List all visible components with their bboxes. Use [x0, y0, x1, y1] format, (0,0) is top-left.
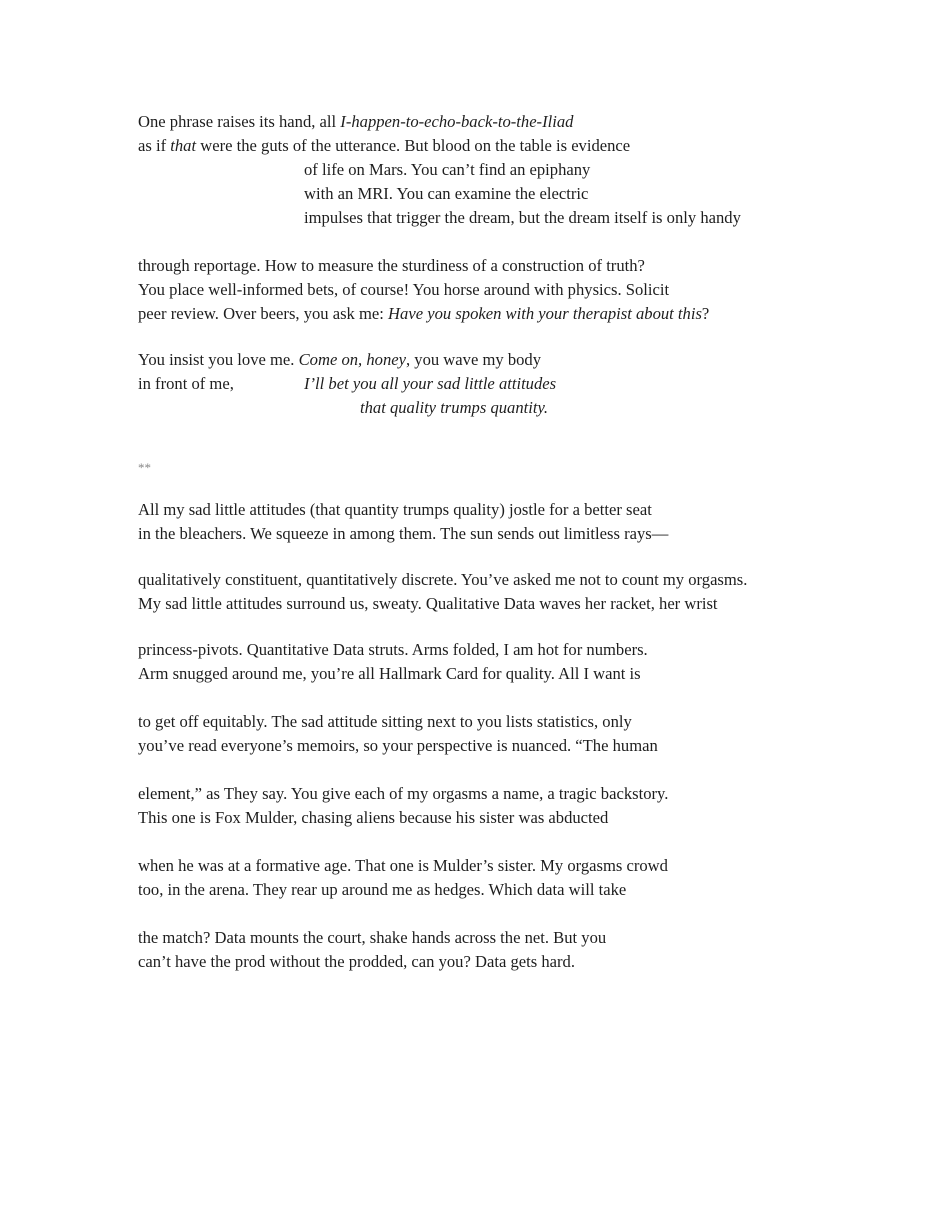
- text-segment: to get off equitably. The sad attitude sitting next to you lists statistics, only: [138, 712, 632, 731]
- text-segment: of life on Mars. You can’t find an epiphany: [304, 160, 591, 179]
- text-segment: through reportage. How to measure the sturdiness of a construction of truth?: [138, 256, 645, 275]
- poem-line: [138, 638, 648, 662]
- poem-line: [138, 782, 668, 806]
- poem-line: [138, 372, 234, 396]
- text-segment: Arm snugged around me, you’re all Hallmark Card for quality. All I want is: [138, 664, 641, 683]
- poem-line: [138, 734, 658, 758]
- poem-line: [138, 348, 541, 372]
- text-segment: element,” as They say. You give each of my orgasms a name, a tragic backstory.: [138, 784, 669, 803]
- poem-line: [138, 806, 608, 830]
- text-segment: too, in the arena. They rear up around me as hedges. Which data will take: [138, 880, 627, 899]
- text-segment: were the guts of the utterance. But blood on the table is evidence: [196, 136, 631, 155]
- poem-line: [138, 950, 575, 974]
- italic-text: I-happen-to-echo-back-to-the-Iliad: [340, 112, 574, 131]
- text-segment: in front of me,: [138, 374, 234, 393]
- poem-line: [138, 710, 632, 734]
- italic-text: I’ll bet you all your sad little attitudes: [304, 374, 557, 393]
- poem-line: [138, 592, 718, 616]
- poem-line: [138, 878, 626, 902]
- poem-line: [304, 372, 556, 396]
- text-segment: princess-pivots. Quantitative Data struts. Arms folded, I am hot for numbers.: [138, 640, 648, 659]
- text-segment: This one is Fox Mulder, chasing aliens because his sister was abducted: [138, 808, 609, 827]
- text-segment: **: [138, 460, 151, 475]
- text-segment: You place well-informed bets, of course! You horse around with physics. Solicit: [138, 280, 670, 299]
- italic-text: that: [170, 136, 197, 155]
- poem-line: [360, 396, 548, 420]
- poem-line: [138, 568, 747, 592]
- poem-line: [138, 854, 668, 878]
- poem-line: [138, 662, 641, 686]
- text-segment: ?: [701, 304, 710, 323]
- text-segment: with an MRI. You can examine the electric: [304, 184, 589, 203]
- poem-line: [138, 134, 630, 158]
- italic-text: Have you spoken with your therapist about this: [388, 304, 702, 323]
- text-segment: , you wave my body: [405, 350, 542, 369]
- poem-line: [138, 278, 669, 302]
- text-segment: when he was at a formative age. That one is Mulder’s sister. My orgasms crowd: [138, 856, 668, 875]
- text-segment: qualitatively constituent, quantitatively discrete. You’ve asked me not to count my orgasms.: [138, 570, 748, 589]
- poem-line: [304, 158, 590, 182]
- poem-line: [138, 254, 645, 278]
- poem-line: [138, 498, 652, 522]
- text-segment: as if: [138, 136, 171, 155]
- poem-line: [138, 110, 573, 134]
- text-segment: You insist you love me.: [138, 350, 299, 369]
- poem-line: [304, 206, 741, 230]
- poem-line: [138, 926, 606, 950]
- text-segment: All my sad little attitudes (that quantity trumps quality) jostle for a better seat: [138, 500, 652, 519]
- text-segment: can’t have the prod without the prodded, can you? Data gets hard.: [138, 952, 575, 971]
- text-segment: One phrase raises its hand, all: [138, 112, 341, 131]
- poem-line: [138, 302, 709, 326]
- section-separator: [138, 456, 151, 480]
- text-segment: you’ve read everyone’s memoirs, so your perspective is nuanced. “The human: [138, 736, 658, 755]
- poem-line: [138, 522, 668, 546]
- text-segment: the match? Data mounts the court, shake hands across the net. But you: [138, 928, 607, 947]
- text-segment: peer review. Over beers, you ask me:: [138, 304, 389, 323]
- text-segment: in the bleachers. We squeeze in among them. The sun sends out limitless rays—: [138, 524, 669, 543]
- text-segment: My sad little attitudes surround us, sweaty. Qualitative Data waves her racket, her wrist: [138, 594, 718, 613]
- italic-text: that quality trumps quantity.: [360, 398, 549, 417]
- text-segment: impulses that trigger the dream, but the dream itself is only handy: [304, 208, 741, 227]
- italic-text: Come on, honey: [298, 350, 406, 369]
- poem-line: [304, 182, 588, 206]
